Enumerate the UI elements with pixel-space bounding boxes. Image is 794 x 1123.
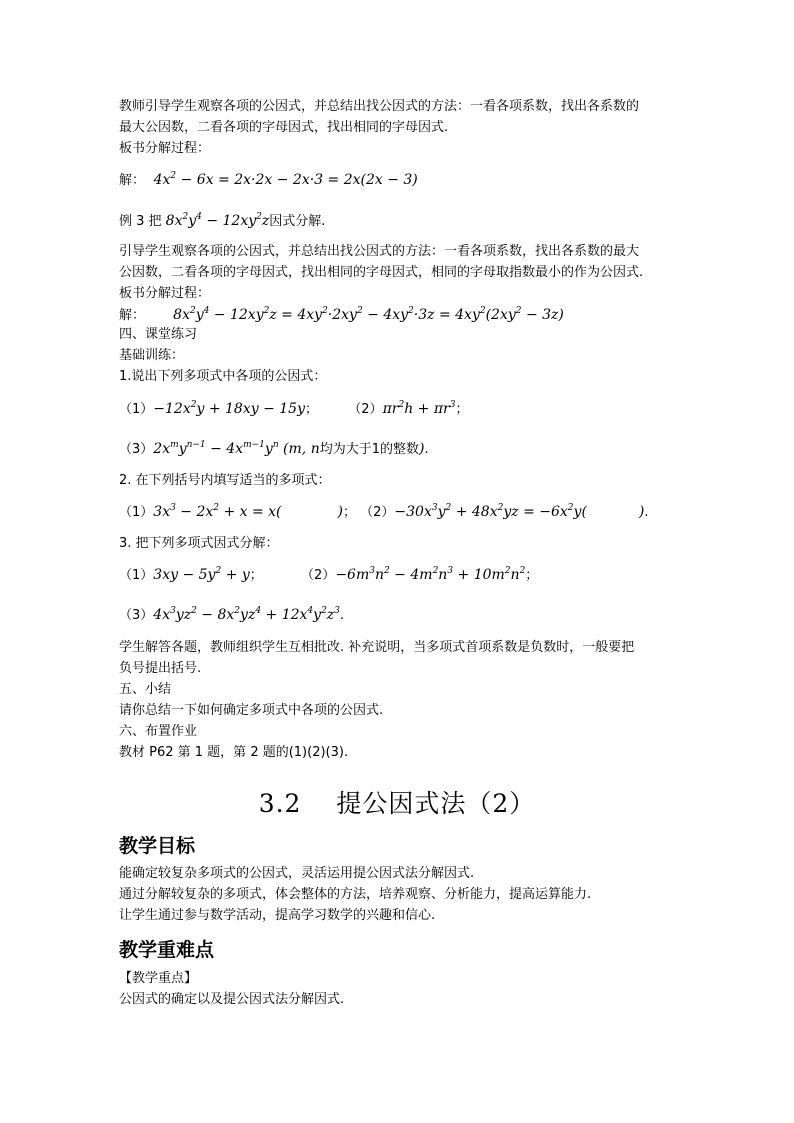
goal-item: 能确定较复杂多项式的公因式，灵活运用提公因式法分解因式. (119, 866, 475, 881)
text-line: 最大公因数，二看各项的字母因式，找出相同的字母因式. (119, 120, 449, 135)
text-line: 引导学生观察各项的公因式，并总结出找公因式的方法：一看各项系数，找出各系数的最大 (119, 244, 640, 259)
key-point-label: 【教学重点】 (119, 971, 198, 986)
text-line: 学生解答各题，教师组织学生互相批改. 补充说明，当多项式首项系数是负数时，一般要把 (119, 640, 635, 655)
math-expression: $3xy - 5y^2 + y$ (153, 566, 250, 583)
section-heading: 五、小结 (119, 682, 172, 697)
math-expression: $2x^my^{n-1} - 4x^{m-1}y^n$ (m, n (153, 440, 320, 457)
section-heading: 四、课堂练习 (119, 327, 198, 342)
math-expression: $4x^3yz^2 - 8x^2yz^4 + 12x^4y^2z^3$ (153, 606, 340, 623)
math-expression: $4x^2 - 6x = 2x\cdot 2x - 2x\cdot 3 = 2x(2x - 3)$ (149, 171, 418, 188)
example-suffix: 因式分解. (269, 214, 326, 229)
text-line: 1.说出下列多项式中各项的公因式： (119, 369, 327, 384)
text-line: 请你总结一下如何确定多项式中各项的公因式. (119, 703, 384, 718)
item-label: （1） (119, 402, 154, 417)
difficulties-heading: 教学重难点 (119, 939, 215, 961)
math-expression: $-6m^3n^2 - 4m^2n^3 + 10m^2n^2$ (335, 566, 526, 583)
text-line: 基础训练： (119, 348, 185, 363)
example-label: 例 3 把 (119, 214, 166, 229)
item-label: （2） (360, 505, 395, 520)
math-expression: $8x^2y^4 - 12xy^2z$ (165, 212, 270, 229)
item-label: （1） (119, 568, 154, 583)
item-label: （2） (348, 402, 383, 417)
text-line: 公因数，二看各项的字母因式，找出相同的字母因式，相同的字母取指数最小的作为公因式. (119, 265, 644, 280)
text-line: 板书分解过程： (119, 141, 211, 156)
math-expression: $-30x^3y^2 + 48x^2yz = -6x^2y$( ) (394, 503, 645, 520)
math-expression: $\pi r^2h + \pi r^3$ (382, 400, 456, 417)
text-line: 2. 在下列括号内填写适当的多项式： (119, 473, 331, 488)
exercise-1-line: $(1)-12x^2y + 18xy - 15y$； $(2)\pi r^2h + \pi r^3$； (119, 400, 469, 417)
exercise-2-line: $(1)3x^3 - 2x^2 + x = x$( )； $(2)-30x^3y^2 + 48x^2yz = -6x^2y$( ). (119, 503, 649, 520)
goals-heading: 教学目标 (119, 835, 196, 857)
goal-item: 通过分解较复杂的多项式，体会整体的方法，培养观察、分析能力，提高运算能力. (119, 887, 592, 902)
item-label: （1） (119, 505, 154, 520)
solution-line-1 (119, 171, 418, 190)
item-label: （3） (119, 442, 154, 457)
solution-label: 解： (119, 173, 146, 188)
solution-label: 解： (119, 308, 146, 323)
math-expression: $3x^3 - 2x^2 + x = x$( ) (153, 503, 343, 520)
section-heading: 六、布置作业 (119, 724, 198, 739)
text-line: 板书分解过程： (119, 286, 211, 301)
exercise-1-line-3: $(3)2x^my^{n-1} - 4x^{m-1}y^n$ (m, n均为大于1的整数). (119, 440, 429, 457)
condition-text: 均为大于1的整数 (319, 442, 419, 457)
text-line: 3. 把下列多项式因式分解： (119, 536, 279, 551)
text-line: 负号提出括号. (119, 661, 202, 676)
key-point-text: 公因式的确定以及提公因式法分解因式. (119, 992, 345, 1007)
math-expression: $-12x^2y + 18xy - 15y$ (153, 400, 305, 417)
item-label: （3） (119, 608, 154, 623)
goal-item: 让学生通过参与数学活动，提高学习数学的兴趣和信心. (119, 908, 436, 923)
text-line: 教材 P62 第 1 题，第 2 题的(1)(2)(3). (119, 745, 349, 760)
example-3-line (119, 212, 325, 231)
section-title: 3.2 提公因式法（2） (258, 789, 536, 818)
exercise-3-line-3: $(3)4x^3yz^2 - 8x^2yz^4 + 12x^4y^2z^3$. (119, 606, 345, 623)
item-label: （2） (301, 568, 336, 583)
text-line: 教师引导学生观察各项的公因式，并总结出找公因式的方法：一看各项系数，找出各系数的 (119, 99, 640, 114)
math-expression: $8x^2y^4 - 12xy^2z = 4xy^2\cdot 2xy^2 - 4xy^2\cdot 3z = 4xy^2(2xy^2 - 3z)$ (173, 306, 564, 323)
solution-line-2 (119, 306, 564, 325)
exercise-3-line: $(1)3xy - 5y^2 + y$； $(2)-6m^3n^2 - 4m^2n^3 + 10m^2n^2$； (119, 566, 539, 583)
